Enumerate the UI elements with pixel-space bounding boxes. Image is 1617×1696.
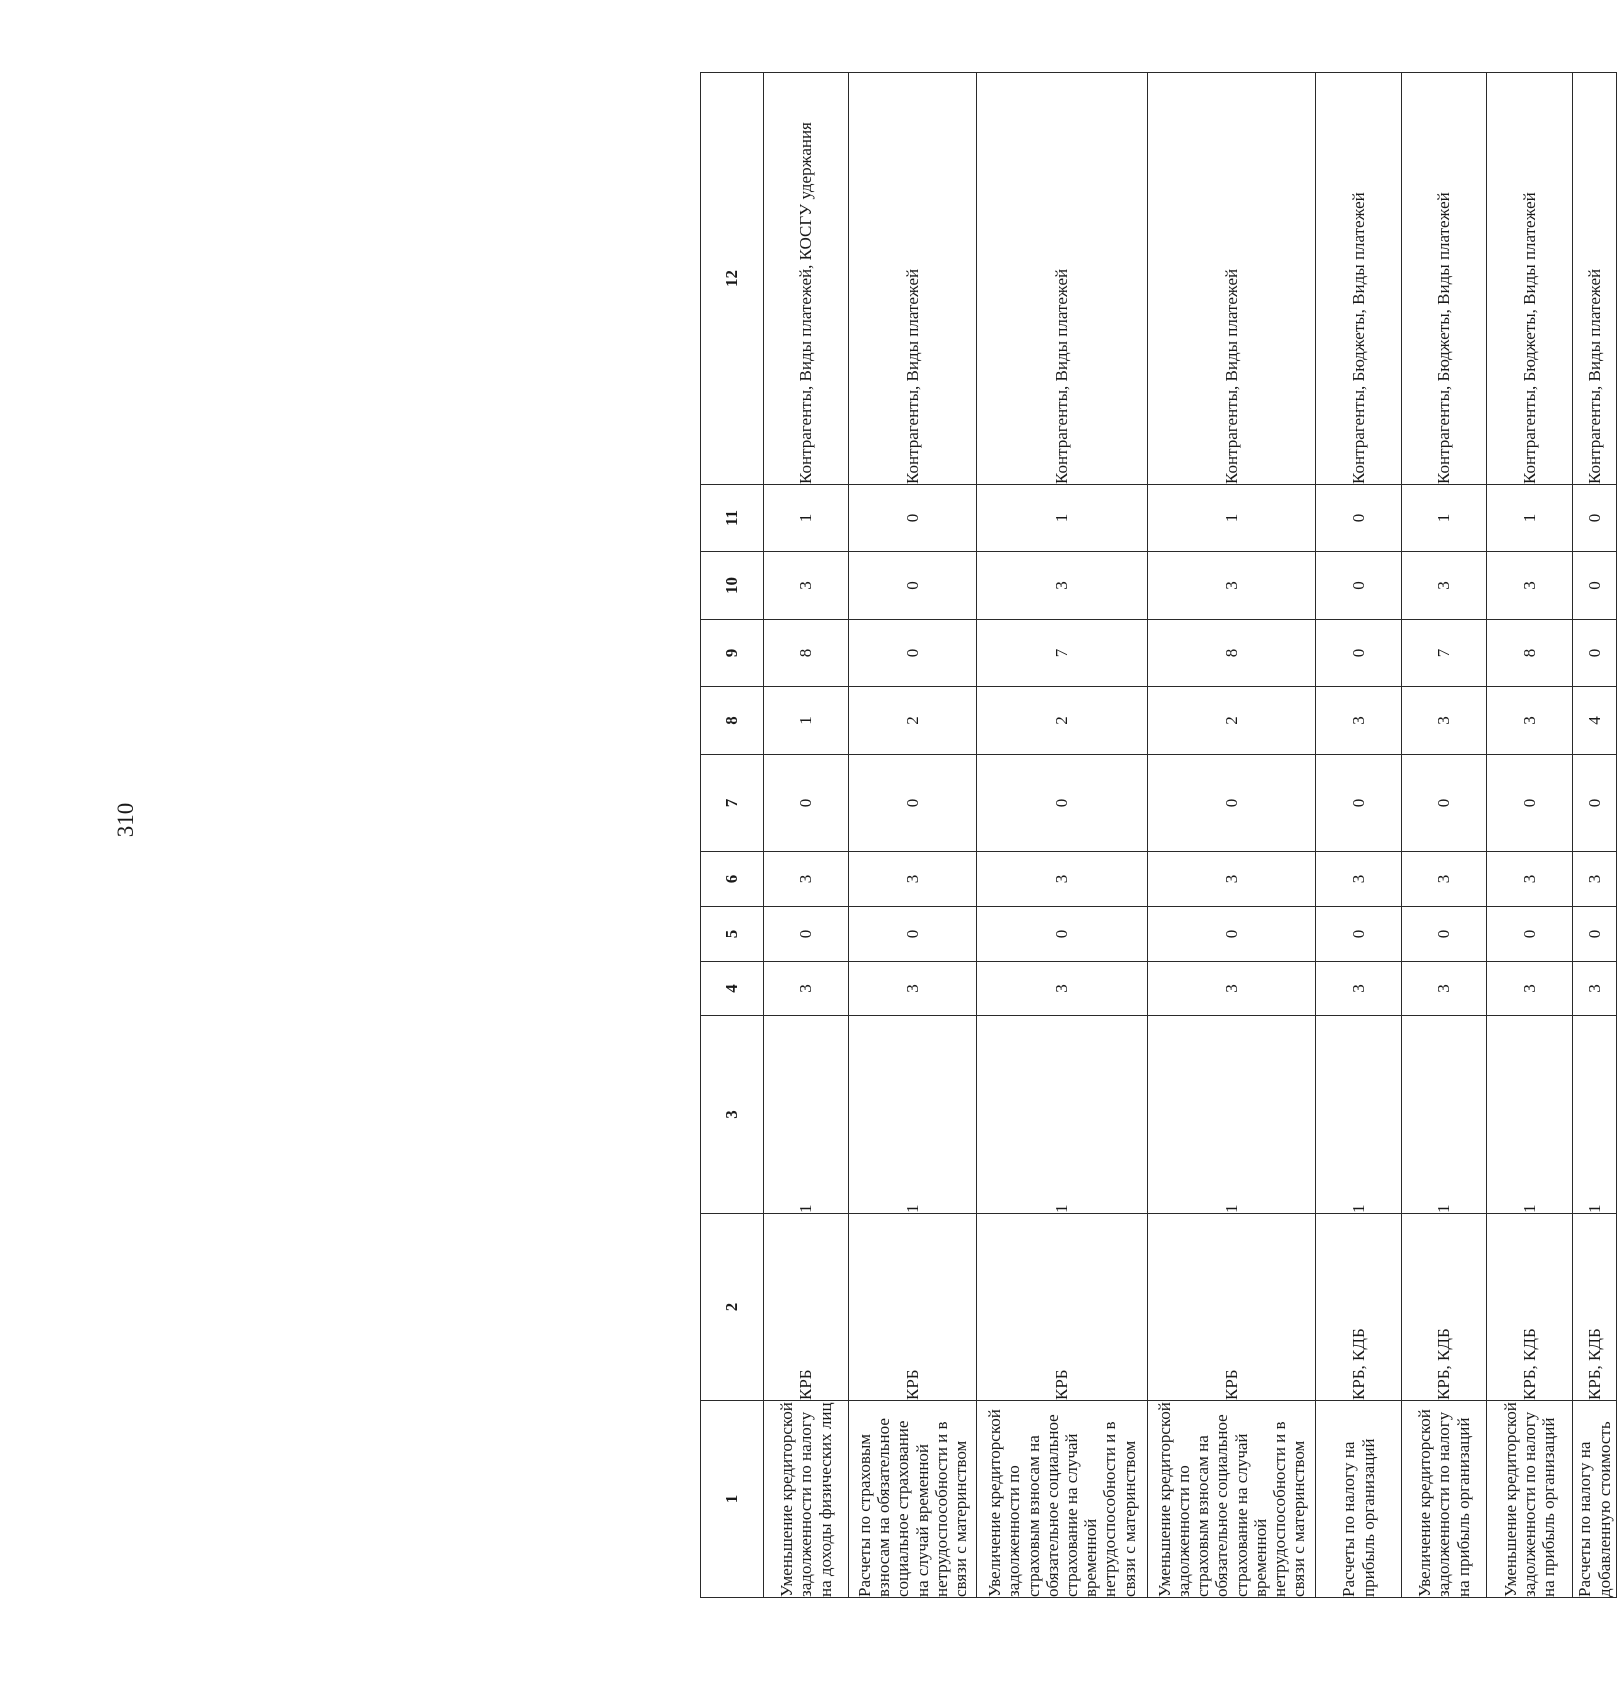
- table-cell: 8: [1148, 620, 1316, 687]
- table-cell: 3: [764, 552, 849, 620]
- table-cell: 0: [1402, 907, 1487, 962]
- budget-cell: КРБ: [1148, 1214, 1316, 1401]
- table-cell: 1: [849, 1016, 977, 1214]
- table-cell: 3: [1487, 852, 1573, 907]
- table-cell: 1: [1487, 1016, 1573, 1214]
- column-header: 1: [701, 1401, 764, 1598]
- table-row: [1148, 73, 1316, 1598]
- column-header: 7: [701, 755, 764, 852]
- table-cell: 3: [1148, 552, 1316, 620]
- table-cell: 3: [1402, 962, 1487, 1016]
- table-cell: 1: [977, 1016, 1148, 1214]
- table-cell: 8: [1487, 620, 1573, 687]
- table-cell: 7: [977, 620, 1148, 687]
- table-cell: 1: [1402, 485, 1487, 552]
- table-cell: 1: [764, 687, 849, 755]
- table-cell: 0: [849, 552, 977, 620]
- table-cell: 8: [764, 620, 849, 687]
- table-cell: 0: [1402, 755, 1487, 852]
- table-cell: 3: [1487, 962, 1573, 1016]
- table-cell: 0: [1316, 755, 1402, 852]
- budget-cell: КРБ, КДБ: [1316, 1214, 1402, 1401]
- table-cell: 3: [1402, 852, 1487, 907]
- analytics-cell: Контрагенты, Виды платежей, КОСГУ удержания: [764, 73, 849, 485]
- table-cell: 2: [849, 687, 977, 755]
- table-cell: 0: [977, 755, 1148, 852]
- table-cell: 2: [1148, 687, 1316, 755]
- table-cell: 0: [1316, 907, 1402, 962]
- column-header: 11: [701, 485, 764, 552]
- budget-cell: КРБ: [764, 1214, 849, 1401]
- table-cell: 1: [1402, 1016, 1487, 1214]
- page-number: 310: [113, 802, 138, 838]
- table-cell: 3: [1148, 962, 1316, 1016]
- table-cell: 0: [764, 907, 849, 962]
- column-header: 2: [701, 1214, 764, 1401]
- budget-cell: КРБ, КДБ: [1487, 1214, 1573, 1401]
- analytics-cell: Контрагенты, Бюджеты, Виды платежей: [1402, 73, 1487, 485]
- table-cell: 0: [1573, 755, 1617, 852]
- table-cell: 3: [1487, 552, 1573, 620]
- operation-name-cell: Уменьшение кредиторской задолженности по налогу на доходы физических лиц: [764, 1401, 849, 1598]
- table-row: [1316, 73, 1402, 1598]
- table-cell: 3: [1402, 687, 1487, 755]
- table-cell: 0: [1573, 485, 1617, 552]
- table-cell: 0: [764, 755, 849, 852]
- table-cell: 1: [764, 485, 849, 552]
- column-header: 5: [701, 907, 764, 962]
- column-header: 8: [701, 687, 764, 755]
- table-row: [977, 73, 1148, 1598]
- header-row: [701, 73, 764, 1598]
- table-cell: 3: [1573, 852, 1617, 907]
- table-row: [764, 73, 849, 1598]
- accounts-table: [700, 72, 1617, 1598]
- table-cell: 1: [1148, 1016, 1316, 1214]
- table-cell: 1: [1573, 1016, 1617, 1214]
- table-cell: 3: [764, 852, 849, 907]
- analytics-cell: Контрагенты, Виды платежей: [849, 73, 977, 485]
- table-cell: 0: [1573, 907, 1617, 962]
- table-cell: 3: [977, 552, 1148, 620]
- table-cell: 1: [1316, 1016, 1402, 1214]
- operation-name-cell: Расчеты по налогу на прибыль организаций: [1316, 1401, 1402, 1598]
- table-container: [700, 73, 1615, 1598]
- table-cell: 3: [1402, 552, 1487, 620]
- table-cell: 0: [849, 907, 977, 962]
- column-header: 9: [701, 620, 764, 687]
- column-header: 12: [701, 73, 764, 485]
- column-header: 4: [701, 962, 764, 1016]
- table-cell: 0: [1148, 907, 1316, 962]
- table-cell: 2: [977, 687, 1148, 755]
- table-cell: 0: [849, 755, 977, 852]
- table-cell: 0: [1316, 552, 1402, 620]
- operation-name-cell: Увеличение кредиторской задолженности по страховым взносам на обязательное социальное страхование на случай временной нетрудоспособности и в связи с материнством: [977, 1401, 1148, 1598]
- table-cell: 0: [977, 907, 1148, 962]
- table-cell: 0: [1573, 620, 1617, 687]
- table-cell: 0: [1573, 552, 1617, 620]
- table-cell: 0: [1148, 755, 1316, 852]
- table-cell: 3: [849, 852, 977, 907]
- table-cell: 3: [1316, 962, 1402, 1016]
- budget-cell: КРБ, КДБ: [1402, 1214, 1487, 1401]
- table-cell: 3: [1148, 852, 1316, 907]
- table-cell: 1: [1148, 485, 1316, 552]
- table-cell: 3: [849, 962, 977, 1016]
- operation-name-cell: Увеличение кредиторской задолженности по налогу на прибыль организаций: [1402, 1401, 1487, 1598]
- table-cell: 0: [1487, 755, 1573, 852]
- operation-name-cell: Уменьшение кредиторской задолженности по страховым взносам на обязательное социальное страхование на случай временной нетрудоспособности и в связи с материнством: [1148, 1401, 1316, 1598]
- table-row: [1573, 73, 1617, 1598]
- table-row: [1487, 73, 1573, 1598]
- table-cell: 3: [977, 962, 1148, 1016]
- table-cell: 0: [849, 485, 977, 552]
- column-header: 6: [701, 852, 764, 907]
- table-cell: 7: [1402, 620, 1487, 687]
- analytics-cell: Контрагенты, Виды платежей: [1573, 73, 1617, 485]
- operation-name-cell: Расчеты по налогу на добавленную стоимость: [1573, 1401, 1617, 1598]
- table-cell: 3: [1316, 687, 1402, 755]
- budget-cell: КРБ: [849, 1214, 977, 1401]
- table-cell: 1: [764, 1016, 849, 1214]
- budget-cell: КРБ, КДБ: [1573, 1214, 1617, 1401]
- budget-cell: КРБ: [977, 1214, 1148, 1401]
- table-cell: 3: [1573, 962, 1617, 1016]
- analytics-cell: Контрагенты, Виды платежей: [1148, 73, 1316, 485]
- table-cell: 0: [1487, 907, 1573, 962]
- table-cell: 4: [1573, 687, 1617, 755]
- analytics-cell: Контрагенты, Виды платежей: [977, 73, 1148, 485]
- column-header: 3: [701, 1016, 764, 1214]
- analytics-cell: Контрагенты, Бюджеты, Виды платежей: [1487, 73, 1573, 485]
- table-cell: 3: [1316, 852, 1402, 907]
- table-cell: 1: [977, 485, 1148, 552]
- table-cell: 3: [977, 852, 1148, 907]
- analytics-cell: Контрагенты, Бюджеты, Виды платежей: [1316, 73, 1402, 485]
- table-cell: 3: [764, 962, 849, 1016]
- table-row: [849, 73, 977, 1598]
- table-cell: 3: [1487, 687, 1573, 755]
- operation-name-cell: Расчеты по страховым взносам на обязательное социальное страхование на случай временной нетрудоспособности и в связи с материнством: [849, 1401, 977, 1598]
- table-cell: 0: [1316, 620, 1402, 687]
- column-header: 10: [701, 552, 764, 620]
- table-cell: 1: [1487, 485, 1573, 552]
- table-row: [1402, 73, 1487, 1598]
- table-cell: 0: [1316, 485, 1402, 552]
- table-cell: 0: [849, 620, 977, 687]
- operation-name-cell: Уменьшение кредиторской задолженности по налогу на прибыль организаций: [1487, 1401, 1573, 1598]
